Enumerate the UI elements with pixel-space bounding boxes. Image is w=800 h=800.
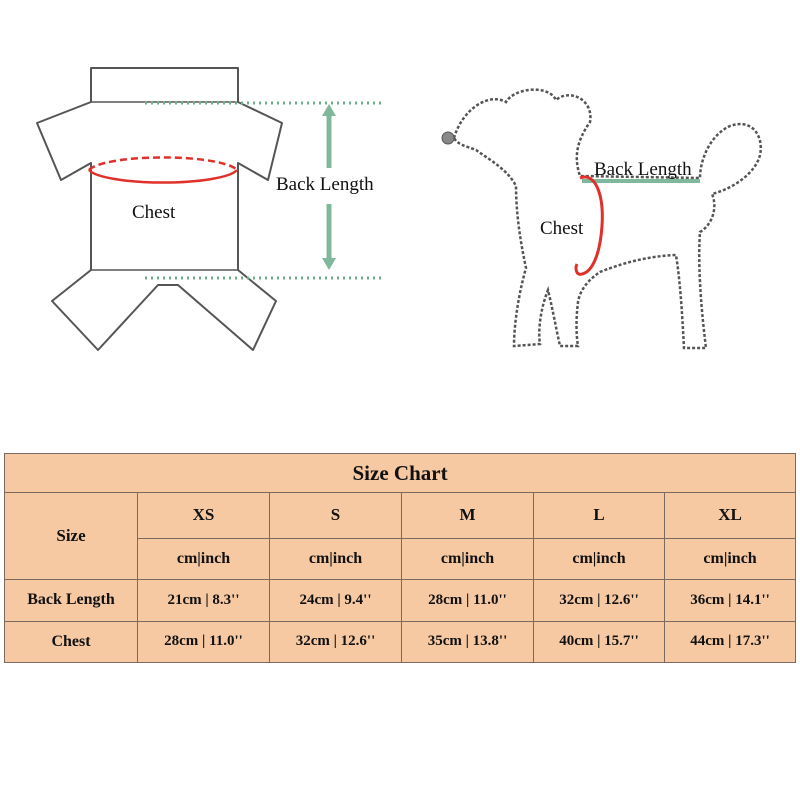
dog-nose-icon xyxy=(442,132,454,144)
garment-arrow-up-head xyxy=(322,104,336,116)
table-cell: 44cm | 17.3'' xyxy=(665,621,796,662)
table-row-chest xyxy=(5,621,796,662)
table-row-back-length xyxy=(5,580,796,621)
unit-label: cm|inch xyxy=(402,538,534,579)
table-title-row xyxy=(5,454,796,493)
dog-chest-label: Chest xyxy=(540,218,584,239)
garment-arrow-down-head xyxy=(322,258,336,270)
unit-label: cm|inch xyxy=(534,538,665,579)
table-cell: 40cm | 15.7'' xyxy=(534,621,665,662)
table-title: Size Chart xyxy=(5,454,796,493)
dog-back-length-label: Back Length xyxy=(594,159,692,180)
size-l-header: L xyxy=(534,493,665,539)
size-s-header: S xyxy=(270,493,402,539)
dog-illustration xyxy=(442,90,761,348)
size-chart-table xyxy=(4,453,796,663)
garment-back-length-label: Back Length xyxy=(276,174,374,195)
size-xs-header: XS xyxy=(138,493,270,539)
unit-label: cm|inch xyxy=(665,538,796,579)
row-label-chest: Chest xyxy=(5,621,138,662)
unit-label: cm|inch xyxy=(270,538,402,579)
table-cell: 35cm | 13.8'' xyxy=(402,621,534,662)
table-cell: 32cm | 12.6'' xyxy=(534,580,665,621)
table-cell: 28cm | 11.0'' xyxy=(402,580,534,621)
size-m-header: M xyxy=(402,493,534,539)
garment-illustration xyxy=(37,68,382,350)
table-size-row xyxy=(5,493,796,539)
table-cell: 21cm | 8.3'' xyxy=(138,580,270,621)
garment-chest-label: Chest xyxy=(132,202,176,223)
table-cell: 36cm | 14.1'' xyxy=(665,580,796,621)
size-xl-header: XL xyxy=(665,493,796,539)
table-cell: 32cm | 12.6'' xyxy=(270,621,402,662)
row-label-back-length: Back Length xyxy=(5,580,138,621)
unit-label: cm|inch xyxy=(138,538,270,579)
table-cell: 24cm | 9.4'' xyxy=(270,580,402,621)
size-header-label: Size xyxy=(5,493,138,580)
dog-outline xyxy=(454,90,761,348)
table-cell: 28cm | 11.0'' xyxy=(138,621,270,662)
